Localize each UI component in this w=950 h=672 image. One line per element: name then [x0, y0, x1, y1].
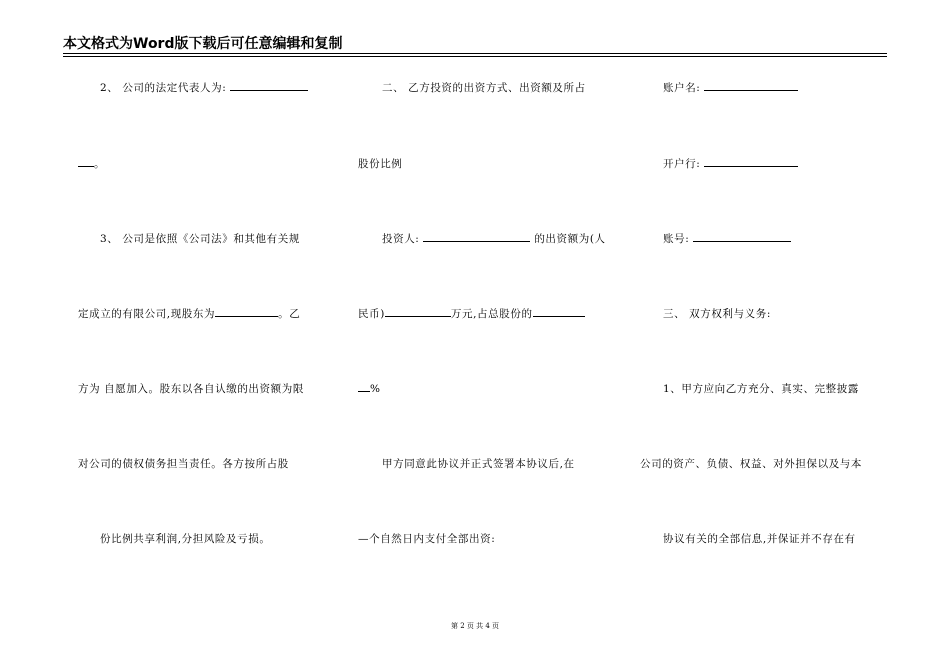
text-line: [78, 156, 105, 171]
text-line: [663, 80, 798, 95]
text-line: 三、 双方权利与义务:: [663, 308, 771, 320]
page-number: 第 2 页 共 4 页: [450, 622, 500, 630]
line-text: 投资人:: [382, 233, 424, 245]
line-text: 民币): [358, 308, 385, 320]
line-text: 。: [94, 158, 106, 170]
text-line: 1、甲方应向乙方充分、真实、完整披露: [663, 383, 859, 395]
text-line: 对公司的债权债务担当责任。各方按所占股: [78, 458, 289, 470]
fill-blank: [215, 306, 278, 317]
line-text: 定成立的有限公司,现股东为: [78, 308, 216, 320]
fill-blank: [693, 231, 791, 242]
text-line: 股份比例: [358, 158, 403, 170]
line-text: 2、 公司的法定代表人为:: [100, 82, 231, 94]
line-text: 万元,占总股份的: [450, 308, 533, 320]
fill-blank: [358, 381, 370, 392]
fill-blank: [533, 306, 585, 317]
fill-blank: [230, 80, 308, 91]
line-text: 开户行:: [663, 158, 705, 170]
text-line: 二、 乙方投资的出资方式、出资额及所占: [382, 82, 586, 94]
fill-blank: [704, 80, 798, 91]
page-header: 本文格式为Word版下载后可任意编辑和复制: [63, 36, 343, 52]
text-line: 协议有关的全部信息,并保证并不存在有: [663, 533, 856, 545]
text-line: 公司的资产、负债、权益、对外担保以及与本: [640, 458, 862, 470]
text-line: 方为 自愿加入。股东以各自认缴的出资额为限: [78, 383, 304, 395]
line-text: %: [370, 383, 381, 395]
fill-blank: [385, 306, 451, 317]
text-line: [78, 306, 300, 321]
text-line: 份比例共享利润,分担风险及亏损。: [100, 533, 271, 545]
fill-blank: [423, 231, 530, 242]
line-text: 的出资额为(人: [530, 233, 606, 245]
line-text: 账号:: [663, 233, 694, 245]
line-text: 账户名:: [663, 82, 705, 94]
fill-blank: [704, 156, 798, 167]
line-text: 。乙: [278, 308, 301, 320]
text-line: 甲方同意此协议并正式签署本协议后,在: [382, 458, 575, 470]
text-line: [100, 80, 308, 95]
text-line: [358, 306, 585, 321]
header-rule-thin: [63, 56, 887, 57]
text-line: [382, 231, 606, 246]
fill-blank: [78, 156, 94, 167]
text-line: [663, 231, 791, 246]
text-line: 3、 公司是依照《公司法》和其他有关规: [100, 233, 300, 245]
text-line: [358, 381, 381, 395]
text-line: —个自然日内支付全部出资:: [358, 533, 496, 545]
header-rule: [63, 53, 887, 54]
text-line: [663, 156, 798, 171]
